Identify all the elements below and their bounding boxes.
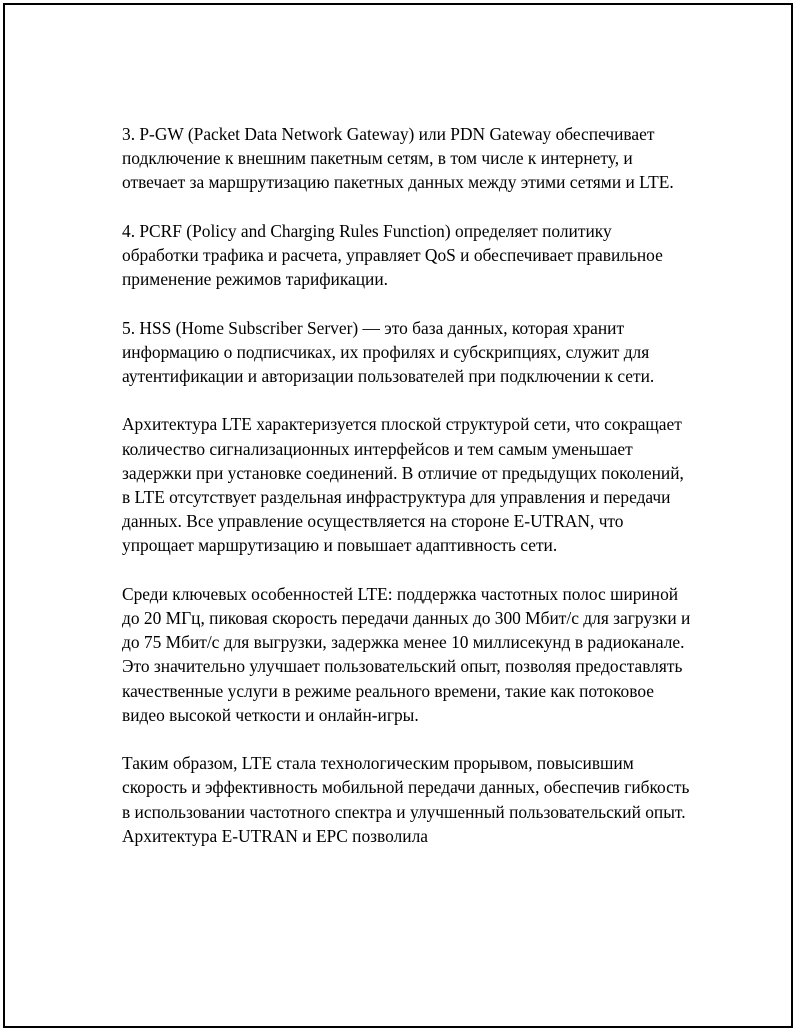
paragraph-pgw: 3. P-GW (Packet Data Network Gateway) или PDN Gateway обеспечивает подключение к внешним пакетным сетям, в том числе к интернету, и отвечает за маршрутизацию пакетных данных между этими сетями и LTE. bbox=[122, 124, 674, 193]
paragraph-pcrf: 4. PCRF (Policy and Charging Rules Function) определяет политику обработки трафика и расчета, управляет QoS и обеспечивает правильное применение режимов тарификации. bbox=[122, 220, 663, 290]
paragraph-conclusion: Таким образом, LTE стала технологическим прорывом, повысившим скорость и эффективность мобильной передачи данных, обеспечив гибкость в использовании частотного спектра и улучшенный пользовательский опыт. Архитектура E-UTRAN и EPC позволила bbox=[122, 753, 690, 846]
paragraph-key-features: Среди ключевых особенностей LTE: поддержка частотных полос шириной до 20 МГц, пиковая скорость передачи данных до 300 Мбит/с для загрузки и до 75 Мбит/с для выгрузки, задержка менее 10 миллисекунд в радиоканале. Это значительно улучшает пользовательский опыт, позволяя предоставлять качественные услуги в режиме реального времени, такие как потоковое видео высокой четкости и онлайн-игры. bbox=[122, 583, 691, 725]
page-frame bbox=[3, 3, 793, 1028]
page-content bbox=[122, 122, 692, 872]
paragraph-architecture: Архитектура LTE характеризуется плоской структурой сети, что сокращает количество сигнализационных интерфейсов и тем самым уменьшает задержки при установке соединений. В отличие от предыдущих поколений, в LTE отсутствует раздельная инфраструктура для управления и передачи данных. Все управление осуществляется на стороне E-UTRAN, что упрощает маршрутизацию и повышает адаптивность сети. bbox=[122, 414, 684, 556]
paragraph-hss: 5. HSS (Home Subscriber Server) — это база данных, которая хранит информацию о подписчиках, их профилях и субскрипциях, служит для аутентификации и авторизации пользователей при подключении к сети. bbox=[122, 317, 655, 386]
